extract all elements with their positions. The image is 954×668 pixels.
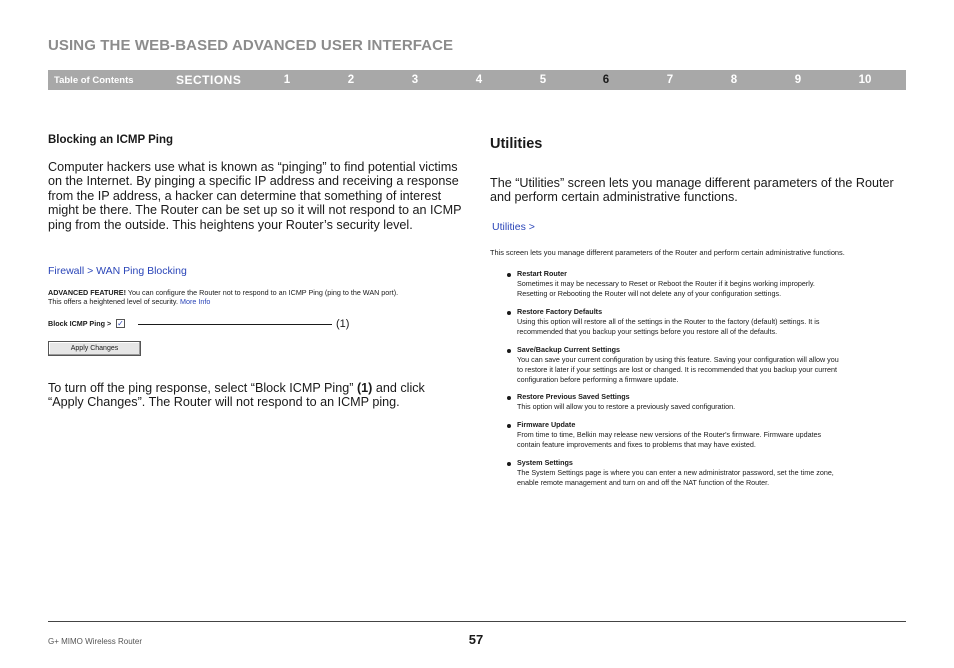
right-column (490, 136, 910, 205)
utility-item-save-backup-settings[interactable] (517, 345, 839, 385)
utility-item-restore-saved-settings[interactable] (517, 392, 735, 412)
section-link-7[interactable]: 7 (666, 74, 674, 86)
utility-item-system-settings[interactable] (517, 458, 834, 488)
utility-item-line: contain feature improvements and fixes to problems that may have existed. (517, 440, 756, 449)
utility-item-title[interactable]: Restore Previous Saved Settings (517, 392, 630, 401)
icmp-heading: Blocking an ICMP Ping (48, 134, 174, 146)
more-info-link[interactable]: More Info (179, 297, 211, 306)
firewall-notice (48, 288, 398, 297)
utility-item-title[interactable]: System Settings (517, 458, 573, 467)
utility-item-line: Resetting or Rebooting the Router will not delete any of your configuration settings. (517, 289, 782, 298)
section-link-6-active[interactable]: 6 (602, 74, 610, 86)
utility-item-line: Using this option will restore all of the settings in the Router to the factory (default) settings. It is (517, 317, 820, 326)
icmp-intro-paragraph: Computer hackers use what is known as “pinging” to find potential victims on the Internet. By pinging a specific IP address and receiving a response from the IP address, a hacker can determine that something of interest might be there. The Router can be set up so it will not respond to an ICMP ping from the outside. This heightens your Router’s security level. (48, 160, 462, 232)
block-icmp-ping-checkbox[interactable]: ✓ (117, 319, 124, 328)
utility-item-line: enable remote management and turn on and off the NAT function of the Router. (517, 478, 770, 487)
section-link-10[interactable]: 10 (858, 74, 872, 86)
section-link-5[interactable]: 5 (539, 74, 547, 86)
bullet-icon (507, 424, 511, 428)
instructions-callout-ref: (1) (356, 381, 373, 395)
utility-item-line: From time to time, Belkin may release new versions of the Router's firmware. Firmware updates (517, 430, 822, 439)
utility-item-title[interactable]: Restart Router (517, 269, 567, 278)
apply-changes-button[interactable]: Apply Changes (48, 341, 141, 356)
firewall-security-note (48, 297, 210, 306)
firewall-notice-text: You can configure the Router not to respond to an ICMP Ping (ping to the WAN port). (126, 288, 399, 297)
page-number: 57 (468, 632, 484, 647)
section-nav-bar (48, 70, 906, 90)
utility-item-line: configuration before performing a firmware update. (517, 375, 679, 384)
advanced-feature-label: ADVANCED FEATURE! (48, 288, 126, 297)
bullet-icon (507, 273, 511, 277)
utility-item-line: The System Settings page is where you can enter a new administrator password, set the time zone, (517, 468, 834, 477)
utilities-heading: Utilities (490, 136, 543, 152)
firewall-title: Firewall > WAN Ping Blocking (48, 265, 187, 277)
bullet-icon (507, 462, 511, 466)
utility-item-line: This option will allow you to restore a previously saved configuration. (517, 402, 736, 411)
utility-item-restore-factory-defaults[interactable] (517, 307, 819, 337)
utility-item-line: Sometimes it may be necessary to Reset or Reboot the Router if it begins working improperly. (517, 279, 815, 288)
bullet-icon (507, 311, 511, 315)
utilities-screen-title: Utilities > (492, 221, 535, 233)
icmp-instructions-paragraph (48, 381, 462, 410)
callout-marker: (1) (336, 318, 350, 330)
sections-label: SECTIONS (176, 73, 242, 87)
section-link-3[interactable]: 3 (411, 74, 419, 86)
instructions-text-a: To turn off the ping response, select “Block ICMP Ping” (48, 381, 357, 395)
footer-divider (48, 621, 906, 622)
utilities-intro-paragraph: The “Utilities” screen lets you manage different parameters of the Router and perform certain administrative functions. (490, 176, 894, 205)
utility-item-title[interactable]: Firmware Update (517, 420, 576, 429)
utility-item-line: recommended that you backup your settings before you restore all of the defaults. (517, 327, 778, 336)
callout-leader-line (138, 324, 332, 325)
instructions-text-b: and click “Apply Changes”. The Router will not respond to an ICMP ping. (48, 381, 425, 410)
section-link-9[interactable]: 9 (794, 74, 802, 86)
section-link-1[interactable]: 1 (283, 74, 291, 86)
bullet-icon (507, 396, 511, 400)
table-of-contents-link[interactable]: Table of Contents (54, 75, 134, 86)
block-icmp-ping-label: Block ICMP Ping > (48, 319, 112, 328)
utility-item-line: to restore it later if your settings are lost or changed. It is recommended that you backup your current (517, 365, 838, 374)
section-link-8[interactable]: 8 (730, 74, 738, 86)
page-header-title: USING THE WEB-BASED ADVANCED USER INTERFACE (48, 37, 454, 54)
bullet-icon (507, 349, 511, 353)
utility-item-line: You can save your current configuration by using this feature. Saving your configuration will allow you (517, 355, 839, 364)
section-link-2[interactable]: 2 (347, 74, 355, 86)
left-column (48, 133, 462, 232)
utility-item-title[interactable]: Save/Backup Current Settings (517, 345, 621, 354)
utility-item-restart-router[interactable] (517, 269, 815, 299)
utility-item-firmware-update[interactable] (517, 420, 821, 450)
utility-item-title[interactable]: Restore Factory Defaults (517, 307, 603, 316)
firewall-screenshot (48, 265, 468, 360)
section-link-4[interactable]: 4 (475, 74, 483, 86)
utilities-screen-description: This screen lets you manage different parameters of the Router and perform certain administrative functions. (490, 248, 845, 257)
footer-product-name: G+ MIMO Wireless Router (48, 637, 143, 646)
firewall-security-text: This offers a heightened level of security. (48, 297, 180, 306)
